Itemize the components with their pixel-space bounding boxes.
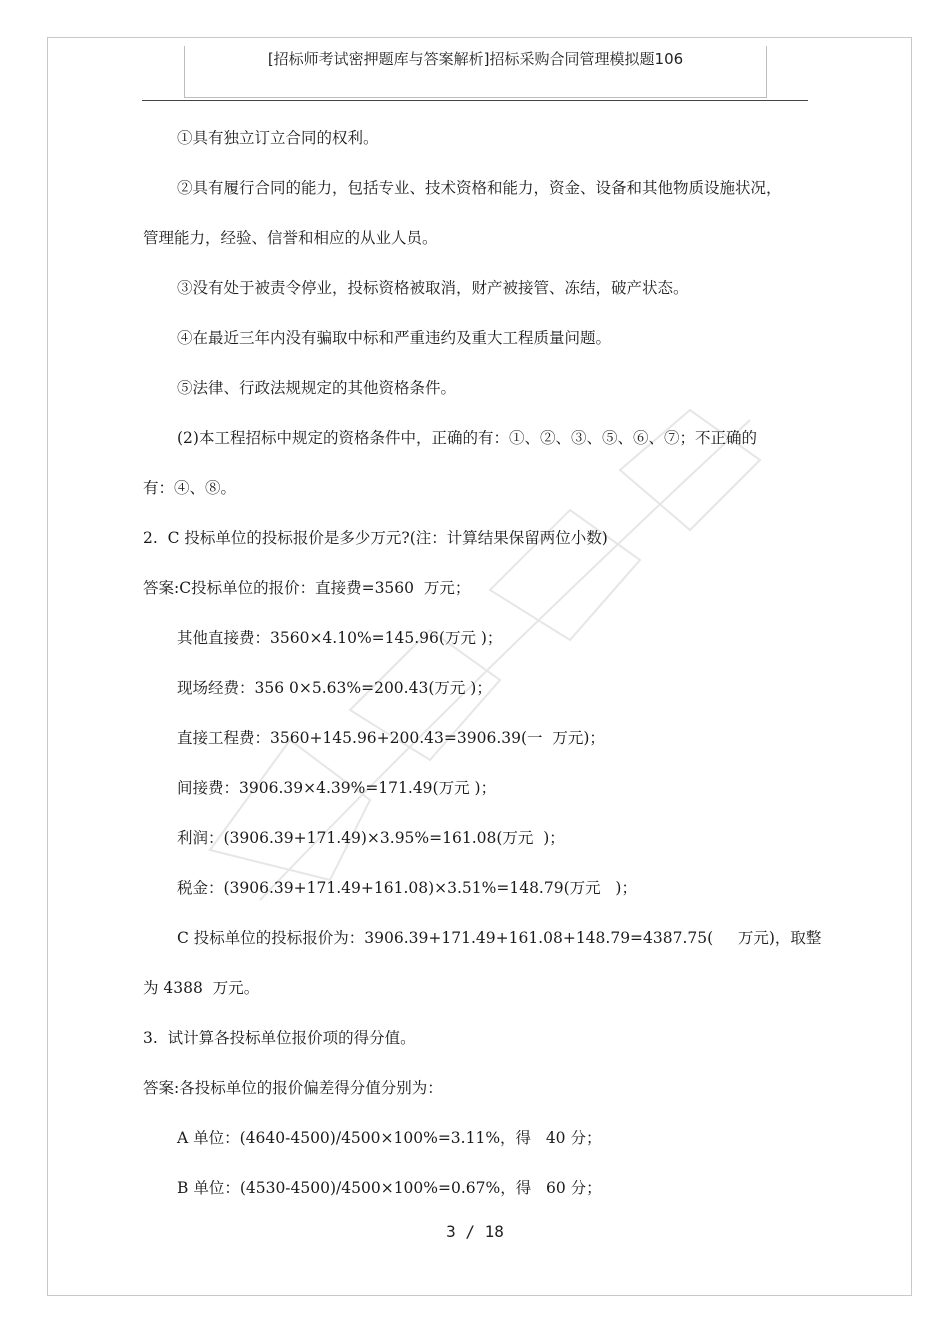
text-line: 其他直接费：3560×4.10%=145.96(万元 )； bbox=[177, 629, 503, 647]
text-line: 税金：(3906.39+171.49+161.08)×3.51%=148.79(万元 )； bbox=[177, 879, 637, 897]
text-line: ②具有履行合同的能力，包括专业、技术资格和能力，资金、设备和其他物质设施状况， bbox=[177, 179, 782, 197]
text-line: (2)本工程招标中规定的资格条件中，正确的有：①、②、③、⑤、⑥、⑦；不正确的 bbox=[177, 429, 757, 447]
text-line: 有：④、⑧。 bbox=[143, 479, 237, 497]
text-line: ④在最近三年内没有骗取中标和严重违约及重大工程质量问题。 bbox=[177, 329, 612, 347]
text-line: 3. 试计算各投标单位报价项的得分值。 bbox=[143, 1029, 416, 1047]
text-line: 现场经费：356 0×5.63%=200.43(万元 )； bbox=[177, 679, 492, 697]
text-line: 管理能力，经验、信誉和相应的从业人员。 bbox=[143, 229, 438, 247]
document-body bbox=[143, 113, 822, 1213]
text-line: 为 4388 万元。 bbox=[143, 979, 260, 997]
text-line: 答案:C投标单位的报价：直接费=3560 万元； bbox=[143, 579, 471, 597]
text-line: ⑤法律、行政法规规定的其他资格条件。 bbox=[177, 379, 457, 397]
text-line: 利润：(3906.39+171.49)×3.95%=161.08(万元 )； bbox=[177, 829, 565, 847]
page-number: 3 / 18 bbox=[446, 1222, 504, 1241]
text-line: 答案:各投标单位的报价偏差得分值分别为： bbox=[143, 1079, 443, 1097]
text-line: ③没有处于被责令停业，投标资格被取消，财产被接管、冻结，破产状态。 bbox=[177, 279, 689, 297]
page-header bbox=[184, 46, 767, 98]
text-line: B 单位：(4530-4500)/4500×100%=0.67%，得 60 分； bbox=[177, 1179, 602, 1197]
header-divider bbox=[142, 100, 808, 101]
text-line: A 单位：(4640-4500)/4500×100%=3.11%，得 40 分； bbox=[177, 1129, 602, 1147]
text-line: C 投标单位的投标报价为：3906.39+171.49+161.08+148.79=4387.75( 万元)，取整 bbox=[177, 929, 822, 947]
text-line: 2. C 投标单位的投标报价是多少万元?(注：计算结果保留两位小数) bbox=[143, 529, 608, 547]
text-line: 间接费：3906.39×4.39%=171.49(万元 )； bbox=[177, 779, 497, 797]
text-line: ①具有独立订立合同的权利。 bbox=[177, 129, 379, 147]
text-line: 直接工程费：3560+145.96+200.43=3906.39(一 万元)； bbox=[177, 729, 605, 747]
header-title: [招标师考试密押题库与答案解析]招标采购合同管理模拟题106 bbox=[267, 50, 684, 68]
